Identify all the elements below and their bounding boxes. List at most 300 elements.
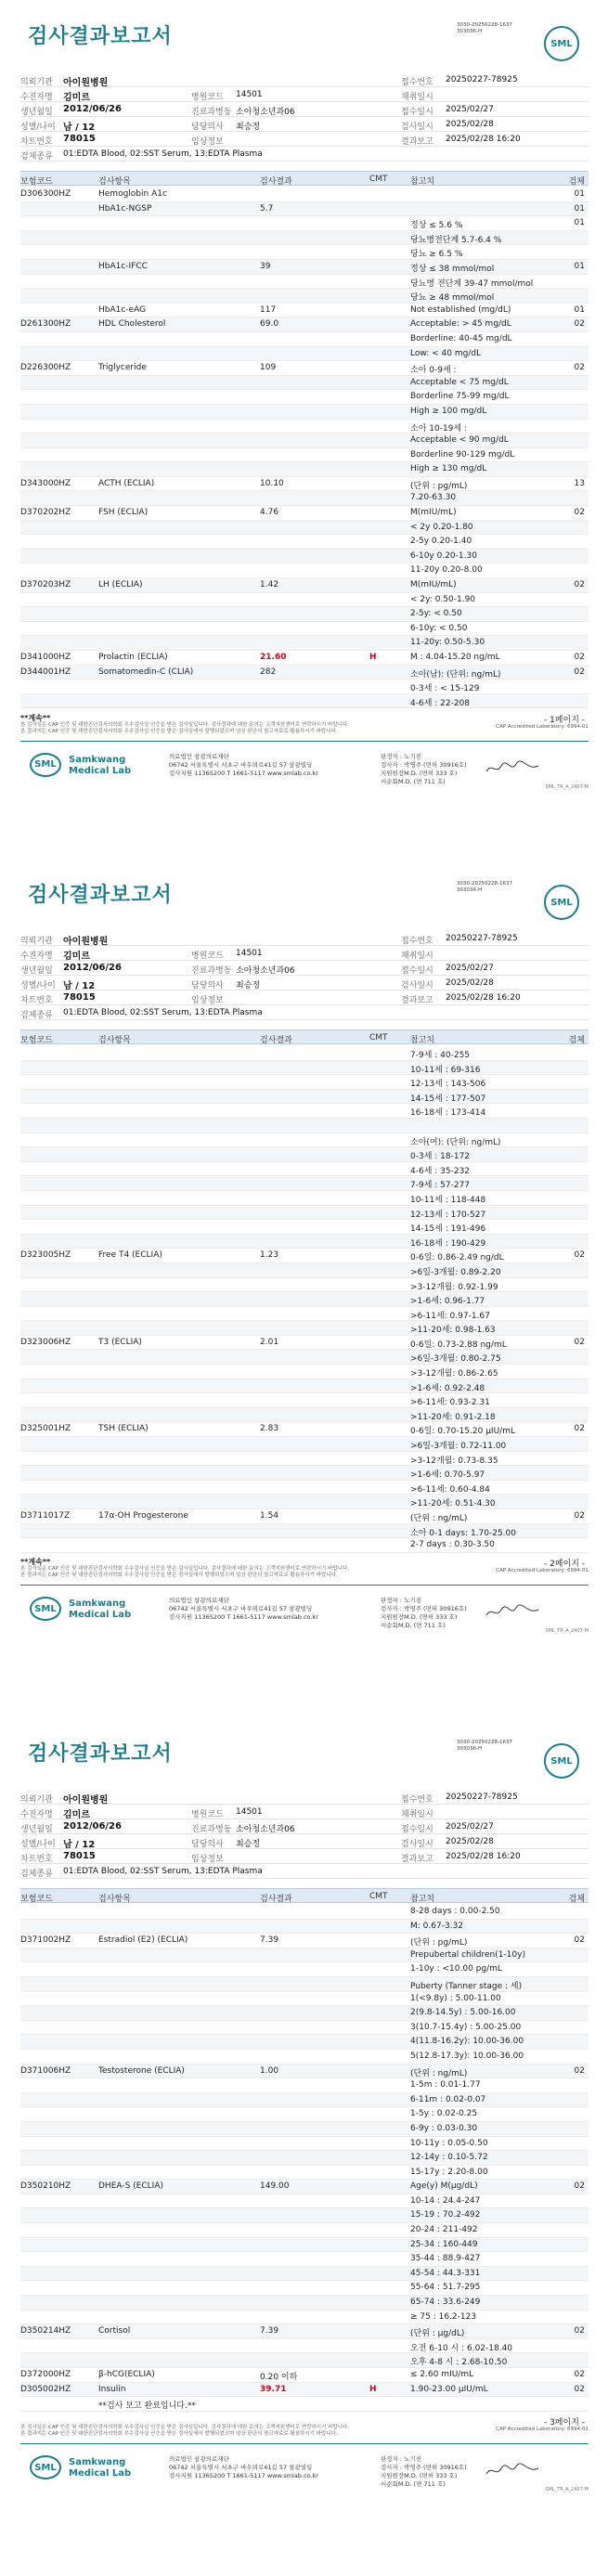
- column-header-name: 검사항목: [98, 1036, 131, 1045]
- table-row: [20, 1119, 589, 1133]
- table-row: [20, 651, 589, 666]
- table-row: [20, 1452, 589, 1467]
- table-row: [20, 1393, 589, 1408]
- table-row: [20, 622, 589, 637]
- column-header-result: 검사결과: [260, 1036, 292, 1045]
- lab-name: [69, 2457, 131, 2479]
- column-header-specimen: 검체: [568, 177, 585, 187]
- patient-header: [20, 931, 589, 1020]
- reference-range: Low: < 40 mg/dL: [410, 348, 482, 358]
- reference-range: 당뇨 ≥ 6.5 %: [410, 250, 463, 260]
- header-value: 아이원병원: [63, 1795, 109, 1806]
- column-header-ref: 참고치: [410, 1036, 435, 1045]
- address-line: 의료법인 삼광의료재단: [169, 2455, 229, 2463]
- test-name: HbA1c-NGSP: [98, 203, 152, 214]
- column-header-code: 보험코드: [20, 1036, 53, 1045]
- reference-range: 0-6일: 0.73-2.88 ng/mL: [410, 1340, 507, 1350]
- column-header-result: 검사결과: [260, 1895, 292, 1904]
- insurance-code: D325001HZ: [20, 1424, 71, 1434]
- header-value: 2025/02/27: [446, 964, 494, 973]
- table-row: [20, 1263, 589, 1278]
- reference-range: 4-6세 : 35-232: [410, 1166, 471, 1176]
- table-row: [20, 1408, 589, 1423]
- patient-header: [20, 1790, 589, 1879]
- barcode-line: 3030-20250228-1637: [457, 881, 512, 887]
- page-number: - 1페이지 -: [543, 715, 585, 725]
- reference-range: M: 0.67-3.32: [410, 1921, 463, 1931]
- test-result: 39: [260, 261, 271, 271]
- reference-range: M : 4.04-15.20 ng/mL: [410, 653, 500, 662]
- reference-range: Puberty (Tanner stage : 세): [410, 1981, 523, 1991]
- address-line: 06742 서울특별시 서초구 바우뫼로41길 57 삼광빌딩: [169, 2464, 313, 2471]
- header-row: [20, 990, 589, 1005]
- header-value: 20250227-78925: [446, 75, 518, 84]
- test-name: T3 (ECLIA): [98, 1337, 142, 1347]
- test-name: **검사 보고 완료입니다.**: [98, 2401, 196, 2412]
- table-row: [20, 2050, 589, 2065]
- header-label: 채취일시: [401, 1810, 433, 1819]
- results-table-header: [20, 1029, 589, 1044]
- table-row: [20, 289, 589, 304]
- reference-range: < 2y: 0.50-1.90: [410, 594, 476, 604]
- test-result: 2.01: [260, 1337, 279, 1347]
- reference-range: 7-9세 : 40-255: [410, 1051, 471, 1060]
- header-row: [20, 87, 589, 102]
- header-value: 20250227-78925: [446, 934, 518, 943]
- reference-range: 당뇨 ≥ 48 mmol/mol: [410, 293, 495, 304]
- reference-range: >3-12개월: 0.86-2.65: [410, 1369, 498, 1379]
- header-label: 검사일시: [401, 123, 433, 132]
- specimen-code: 01: [574, 304, 585, 315]
- insurance-code: D350210HZ: [20, 2181, 71, 2192]
- cap-accreditation: CAP Accredited Laboratory: 6994-01: [496, 1568, 589, 1573]
- table-row: [20, 462, 589, 477]
- test-result: 0.20 이하: [260, 2373, 298, 2382]
- footer-divider: [20, 1585, 589, 1586]
- table-row: [20, 1379, 589, 1394]
- footer-divider: [20, 741, 589, 742]
- header-value: 14501: [236, 1807, 263, 1817]
- test-name: Prolactin (ECLIA): [98, 653, 168, 662]
- insurance-code: D323005HZ: [20, 1250, 71, 1261]
- test-name: Triglyceride: [98, 363, 147, 373]
- test-name: TSH (ECLIA): [98, 1424, 149, 1434]
- header-label: 결과보고: [401, 1855, 433, 1864]
- reference-range: 2-7 days : 0.30-3.50: [410, 1540, 495, 1550]
- header-value: 01:EDTA Blood, 02:SST Serum, 13:EDTA Plasma: [63, 1867, 263, 1876]
- reference-range: 소아 0-1 days: 1.70-25.00: [410, 1528, 516, 1538]
- table-row: [20, 1466, 589, 1481]
- test-name: HbA1c-IFCC: [98, 261, 148, 271]
- header-value: 78015: [63, 992, 96, 1003]
- header-label: 접수일시: [401, 1825, 433, 1834]
- notice-line: 본 검사실은 CAP 인증 및 대한진단검사의학회 우수검사실 인증을 받은 검사실입니다. 검사결과에 대한 문의는 고객지원센터로 연락하시기 바랍니다.: [20, 721, 350, 728]
- header-label: 성별/나이: [20, 123, 56, 132]
- table-row: [20, 332, 589, 347]
- header-label: 진료과병동: [191, 966, 232, 976]
- test-name: 17α-OH Progesterone: [98, 1511, 188, 1521]
- header-value: 78015: [63, 134, 96, 144]
- test-name: Insulin: [98, 2384, 126, 2394]
- header-label: 차트번호: [20, 1855, 53, 1864]
- specimen-code: 02: [574, 2181, 585, 2192]
- table-row: [20, 1992, 589, 2007]
- header-row: [20, 147, 589, 162]
- reference-range: 1(<9.8y) : 5.00-11.00: [410, 1993, 501, 2003]
- reference-range: 6-10y: < 0.50: [410, 623, 468, 633]
- specimen-code: 02: [574, 363, 585, 373]
- column-header-ref: 참고치: [410, 177, 435, 187]
- header-row: [20, 931, 589, 946]
- header-label: 결과보고: [401, 137, 433, 147]
- header-label: 채취일시: [401, 93, 433, 102]
- reference-range: 16-18세 : 173-414: [410, 1108, 486, 1119]
- header-label: 생년월일: [20, 108, 53, 117]
- specimen-code: 02: [574, 580, 585, 590]
- table-row: [20, 2252, 589, 2267]
- reference-range: >6-11세: 0.97-1.67: [410, 1311, 490, 1321]
- signatory-line: 지원원장M.D. (면허 333 호): [381, 1613, 458, 1621]
- barcode-line: 3030-20250228-1637: [457, 1740, 512, 1745]
- header-row: [20, 132, 589, 147]
- reference-range: 25-34 : 160-449: [410, 2239, 478, 2249]
- reference-range: 14-15세 : 177-507: [410, 1094, 486, 1104]
- header-label: 검체종류: [20, 1011, 53, 1020]
- table-row: [20, 593, 589, 608]
- table-row: [20, 390, 589, 405]
- specimen-code: 02: [574, 1337, 585, 1347]
- reference-range: Borderline 75-99 mg/dL: [410, 392, 510, 402]
- header-row: [20, 72, 589, 87]
- reference-range: >6-11세: 0.93-2.31: [410, 1398, 490, 1408]
- barcode-text: [457, 1740, 512, 1753]
- header-label: 의뢰기관: [20, 1795, 53, 1805]
- test-result: 10.10: [260, 478, 284, 488]
- lab-name: [69, 1599, 131, 1621]
- sml-logo: SML: [544, 1743, 579, 1779]
- reference-range: 2(9.8-14.5y) : 5.00-16.00: [410, 2008, 516, 2018]
- table-row: [20, 304, 589, 318]
- test-name: Free T4 (ECLIA): [98, 1250, 162, 1261]
- signatories: [381, 2455, 467, 2489]
- form-version: SML_TR_A_2407-M: [545, 783, 589, 790]
- table-row: [20, 1147, 589, 1162]
- patient-header: [20, 72, 589, 162]
- test-result: 5.7: [260, 203, 274, 214]
- header-value: 01:EDTA Blood, 02:SST Serum, 13:EDTA Plasma: [63, 1008, 263, 1017]
- continued-marker: **계속**: [20, 1558, 51, 1566]
- address-line: 검사지원 1136S200 T 1661-5117 www.smlab.co.kr: [169, 1613, 318, 1621]
- header-label: 병원코드: [191, 1810, 224, 1819]
- test-result: 2.83: [260, 1424, 279, 1434]
- reference-range: 소아(남): (단위: ng/mL): [410, 669, 501, 680]
- table-row: [20, 2107, 589, 2122]
- insurance-code: D350214HZ: [20, 2326, 71, 2337]
- header-row: [20, 1790, 589, 1805]
- reference-range: >6일-3개월: 0.72-11.00: [410, 1442, 507, 1452]
- table-row: [20, 405, 589, 420]
- reference-range: 1.90-23.00 μIU/mL: [410, 2384, 488, 2394]
- table-row: [20, 680, 589, 694]
- header-label: 접수일시: [401, 108, 433, 117]
- header-value: 2025/02/28 16:20: [446, 1852, 521, 1861]
- table-row: [20, 1948, 589, 1963]
- table-row: [20, 2065, 589, 2079]
- test-result: 1.00: [260, 2065, 279, 2076]
- lab-info: [20, 749, 589, 790]
- notice-line: 본 결과지는 CAP 인증 및 대한진단검사의학회 우수검사실 인증을 받은 검사실에서 발행되었으며 임상 판단의 참고자료로 활용하시기 바랍니다.: [20, 1573, 338, 1578]
- report-footer: [20, 713, 589, 790]
- barcode-text: [457, 881, 512, 894]
- table-row: [20, 2180, 589, 2194]
- reference-range: 0-6일: 0.70-15.20 μIU/mL: [410, 1427, 515, 1437]
- specimen-code: 01: [574, 261, 585, 271]
- header-label: 담당의사: [191, 123, 224, 132]
- header-label: 진료과병동: [191, 1825, 232, 1834]
- report-title: 검사결과보고서: [28, 884, 173, 907]
- reference-range: 2-5y: < 0.50: [410, 609, 462, 619]
- results-table: [20, 188, 589, 708]
- header-value: 김미르: [63, 951, 90, 962]
- table-row: [20, 550, 589, 564]
- table-row: [20, 231, 589, 246]
- form-version: SML_TR_A_2407-M: [545, 2487, 589, 2492]
- reference-range: >1-6세: 0.96-1.77: [410, 1297, 485, 1307]
- signatories: [381, 1597, 467, 1630]
- lab-name-line: Samkwang: [69, 2457, 126, 2467]
- reference-range: 1-5y : 0.02-0.25: [410, 2109, 478, 2119]
- barcode-line: 303036-H: [457, 887, 483, 893]
- reference-range: >11-20세: 0.98-1.63: [410, 1326, 496, 1336]
- barcode-line: 3030-20250228-1637: [457, 22, 512, 28]
- table-row: [20, 2397, 589, 2412]
- reference-range: 20-24 : 211-492: [410, 2225, 478, 2235]
- table-row: [20, 434, 589, 448]
- header-label: 담당의사: [191, 1840, 224, 1849]
- address-line: 06742 서울특별시 서초구 바우뫼로41길 57 삼광빌딩: [169, 760, 313, 769]
- table-row: [20, 1235, 589, 1249]
- test-name: Testosterone (ECLIA): [98, 2065, 185, 2076]
- results-table: [20, 1905, 589, 2412]
- header-label: 의뢰기관: [20, 937, 53, 946]
- header-row: [20, 1864, 589, 1879]
- column-header-ref: 참고치: [410, 1895, 435, 1904]
- table-row: [20, 1090, 589, 1105]
- reference-range: >3-12개월: 0.92-1.99: [410, 1282, 498, 1292]
- reference-range: 1-5m : 0.01-1.77: [410, 2080, 481, 2091]
- reference-range: >11-20세: 0.51-4.30: [410, 1499, 496, 1509]
- test-result: 1.54: [260, 1511, 279, 1521]
- header-label: 검사일시: [401, 981, 433, 990]
- reference-range: 1-10y : <10.00 pg/mL: [410, 1964, 502, 1974]
- reference-range: 45-54 : 44.3-331: [410, 2268, 481, 2278]
- test-name: Hemoglobin A1c: [98, 189, 167, 199]
- table-row: [20, 2339, 589, 2354]
- specimen-code: 02: [574, 667, 585, 677]
- specimen-code: 02: [574, 1511, 585, 1521]
- table-row: [20, 376, 589, 391]
- reference-range: 6-11m : 0.02-0.07: [410, 2094, 486, 2104]
- reference-range: (단위 : ng/mL): [410, 1514, 468, 1523]
- header-label: 접수번호: [401, 937, 433, 946]
- table-row: [20, 1206, 589, 1221]
- reference-range: 10-11세 : 69-316: [410, 1065, 481, 1075]
- table-row: [20, 202, 589, 217]
- header-value: 2025/02/28 16:20: [446, 993, 521, 1003]
- reference-range: 15-19 : 70.2-492: [410, 2210, 481, 2220]
- header-row: [20, 117, 589, 132]
- reference-range: 3(10.7-15.4y) : 5.00-25.00: [410, 2022, 522, 2032]
- signatory-line: 판정자 : 노기진: [381, 1597, 421, 1604]
- specimen-code: 01: [574, 218, 585, 228]
- address-line: 검사지원 1136S200 T 1661-5117 www.smlab.co.kr: [169, 2472, 318, 2479]
- reference-range: 소아 0-9세 :: [410, 366, 457, 376]
- reference-range: High ≥ 130 mg/dL: [410, 464, 487, 474]
- reference-range: 35-44 : 88.9-427: [410, 2254, 481, 2264]
- notice-line: 본 검사실은 CAP 인증 및 대한진단검사의학회 우수검사실 인증을 받은 검사실입니다. 검사결과에 대한 문의는 고객지원센터로 연락하시기 바랍니다.: [20, 1566, 350, 1572]
- reference-range: 정상 ≤ 5.6 %: [410, 221, 463, 231]
- lab-address: [169, 2455, 318, 2480]
- reference-range: 7-9세 : 57-277: [410, 1181, 471, 1191]
- report-page: [0, 0, 608, 859]
- reference-range: ≤ 2.60 mIU/mL: [410, 2370, 474, 2379]
- specimen-code: 02: [574, 1424, 585, 1434]
- reference-range: >11-20세: 0.91-2.18: [410, 1412, 496, 1422]
- table-row: [20, 1075, 589, 1090]
- insurance-code: D305002HZ: [20, 2384, 71, 2394]
- table-row: [20, 2137, 589, 2152]
- header-value: 최승정: [236, 123, 261, 132]
- header-label: 접수일시: [401, 966, 433, 976]
- lab-name-line: Medical Lab: [69, 1610, 132, 1620]
- report-title: 검사결과보고서: [28, 1742, 173, 1766]
- header-value: 2025/02/27: [446, 105, 494, 114]
- form-version: SML_TR_A_2407-M: [545, 1628, 589, 1634]
- page-number: - 2페이지 -: [543, 1560, 585, 1569]
- header-value: 2012/06/26: [63, 104, 122, 114]
- header-row: [20, 961, 589, 976]
- header-value: 2025/02/28: [446, 1837, 494, 1846]
- reference-range: (단위 : pg/mL): [410, 1938, 468, 1948]
- sml-logo: SML: [30, 2455, 61, 2479]
- reference-range: M(mIU/mL): [410, 580, 457, 590]
- signatory-line: 서순회M.D. (면 711 호): [381, 1622, 446, 1629]
- lab-name-line: Samkwang: [69, 1599, 126, 1609]
- test-result: 7.39: [260, 2326, 279, 2337]
- header-row: [20, 1834, 589, 1849]
- reference-range: 16-18세 : 190-429: [410, 1238, 486, 1249]
- table-row: [20, 1422, 589, 1437]
- table-row: [20, 2324, 589, 2339]
- reference-range: Acceptable < 90 mg/dL: [410, 435, 509, 446]
- table-row: [20, 2151, 589, 2166]
- specimen-code: 02: [574, 653, 585, 662]
- test-result: 282: [260, 667, 277, 677]
- table-row: [20, 2122, 589, 2137]
- test-result: 149.00: [260, 2181, 290, 2192]
- reference-range: 8-28 days : 0.00-2.50: [410, 1907, 500, 1916]
- reference-range: Not established (mg/dL): [410, 304, 511, 315]
- lab-name-line: Samkwang: [69, 754, 126, 765]
- address-line: 검사지원 1136S200 T 1661-5117 www.smlab.co.kr: [169, 769, 318, 777]
- reference-range: Borderline 90-129 mg/dL: [410, 449, 515, 460]
- table-row: [20, 2353, 589, 2368]
- header-value: 아이원병원: [63, 78, 109, 88]
- header-label: 검사일시: [401, 1840, 433, 1849]
- barcode-line: 303036-H: [457, 1746, 483, 1752]
- header-label: 차트번호: [20, 137, 53, 147]
- column-header-cmt: CMT: [369, 1892, 388, 1901]
- header-label: 접수번호: [401, 1795, 433, 1805]
- column-header-specimen: 검체: [568, 1895, 585, 1904]
- reference-range: 12-13세 : 143-506: [410, 1080, 486, 1090]
- test-name: β-hCG(ECLIA): [98, 2370, 155, 2379]
- table-row: [20, 448, 589, 463]
- lab-info: [20, 1593, 589, 1634]
- table-row: [20, 1307, 589, 1322]
- notice-line: 본 검사실은 CAP 인증 및 대한진단검사의학회 우수검사실 인증을 받은 검사실입니다. 검사결과에 대한 문의는 고객지원센터로 연락하시기 바랍니다.: [20, 2425, 350, 2430]
- table-row: [20, 275, 589, 290]
- test-result: 117: [260, 304, 277, 315]
- table-row: [20, 216, 589, 231]
- reference-range: >6일-3개월: 0.89-2.20: [410, 1267, 501, 1277]
- test-name: DHEA-S (ECLIA): [98, 2181, 163, 2192]
- header-label: 담당의사: [191, 981, 224, 990]
- table-row: [20, 2006, 589, 2021]
- table-row: [20, 1524, 589, 1539]
- reference-range: 0-3세 : < 15-129: [410, 684, 480, 694]
- test-name: FSH (ECLIA): [98, 508, 149, 518]
- reference-range: M(mIU/mL): [410, 508, 457, 518]
- reference-range: 4(11.8-16.2y): 10.00-36.00: [410, 2037, 524, 2047]
- table-row: [20, 2296, 589, 2311]
- specimen-code: 02: [574, 2384, 585, 2394]
- report-title: 검사결과보고서: [28, 25, 173, 48]
- header-value: 남 / 12: [63, 123, 96, 133]
- report-page: [0, 1717, 608, 2576]
- table-row: [20, 1046, 589, 1061]
- table-row: [20, 1495, 589, 1509]
- test-name: Cortisol: [98, 2326, 131, 2337]
- table-row: [20, 506, 589, 521]
- sml-logo: SML: [544, 885, 579, 920]
- header-value: 2025/02/28: [446, 978, 494, 988]
- insurance-code: D341000HZ: [20, 653, 71, 662]
- signatory-line: 검사자 : 박영주 (면허 30916호): [381, 760, 467, 769]
- header-label: 결과보고: [401, 996, 433, 1005]
- reference-range: 0-3세 : 18-172: [410, 1152, 471, 1162]
- table-row: [20, 1962, 589, 1977]
- header-value: 김미르: [63, 1810, 90, 1820]
- table-row: [20, 535, 589, 550]
- signatories: [381, 753, 467, 786]
- column-header-cmt: CMT: [369, 1033, 388, 1042]
- lab-name-line: Medical Lab: [69, 2468, 132, 2479]
- reference-range: 0-6일: 0.86-2.49 ng/dL: [410, 1253, 504, 1263]
- insurance-code: D371002HZ: [20, 1935, 71, 1946]
- column-header-specimen: 검체: [568, 1036, 585, 1045]
- header-value: 2012/06/26: [63, 963, 122, 973]
- signatory-line: 서순회M.D. (면 711 호): [381, 777, 446, 785]
- reference-range: >1-6세: 0.92-2.48: [410, 1383, 485, 1393]
- header-value: 14501: [236, 90, 263, 99]
- result-flag: H: [369, 653, 377, 662]
- header-row: [20, 976, 589, 990]
- table-row: [20, 578, 589, 593]
- insurance-code: D323006HZ: [20, 1337, 71, 1347]
- table-row: [20, 1365, 589, 1379]
- header-value: 14501: [236, 949, 263, 958]
